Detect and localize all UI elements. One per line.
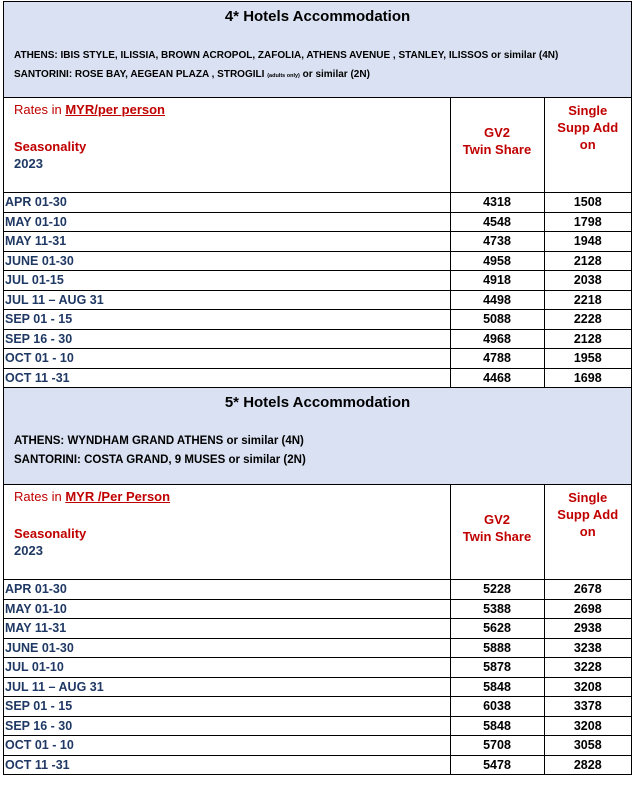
- column-header-row: [4, 98, 631, 193]
- twin-share-price-cell: 5708: [450, 736, 544, 756]
- season-period-cell: SEP 16 - 30: [4, 329, 450, 349]
- season-period-cell: SEP 01 - 15: [4, 697, 450, 717]
- table-row: [4, 290, 631, 310]
- rates-prefix: Rates in: [14, 102, 66, 117]
- hotel-line-athens: ATHENS: IBIS STYLE, ILISSIA, BROWN ACROPOL, ZAFOLIA, ATHENS AVENUE , STANLEY, ILISSOS or similar (4N): [14, 50, 559, 61]
- table-row: [4, 271, 631, 291]
- year-label: 2023: [14, 543, 43, 558]
- twin-share-price-cell: 5628: [450, 619, 544, 639]
- twin-share-price-cell: 5088: [450, 310, 544, 330]
- table-row: [4, 599, 631, 619]
- single-supp-price-cell: 2698: [544, 599, 631, 619]
- table-row: [4, 716, 631, 736]
- single-supp-price-cell: 3208: [544, 716, 631, 736]
- season-period-cell: JUL 11 – AUG 31: [4, 677, 450, 697]
- table-row: [4, 619, 631, 639]
- single-supp-price-cell: 3208: [544, 677, 631, 697]
- table-row: [4, 329, 631, 349]
- seasonality-header: [4, 98, 450, 193]
- single-label: Single: [568, 103, 608, 118]
- rates-unit: MYR /Per Person: [65, 489, 171, 504]
- single-supp-price-cell: 2218: [544, 290, 631, 310]
- rates-prefix: Rates in: [14, 489, 66, 504]
- table-row: [4, 736, 631, 756]
- rates-label: [4, 485, 450, 504]
- season-period-cell: MAY 01-10: [4, 212, 450, 232]
- column-header-row: [4, 485, 631, 580]
- single-supp-price-cell: 3228: [544, 658, 631, 678]
- table-row: [4, 638, 631, 658]
- single-supp-price-cell: 1508: [544, 193, 631, 213]
- supp-add-label: Supp Add: [557, 120, 619, 135]
- twin-share-price-cell: 4318: [450, 193, 544, 213]
- on-label: on: [579, 524, 596, 539]
- twin-share-price-cell: 5848: [450, 716, 544, 736]
- season-period-cell: MAY 01-10: [4, 599, 450, 619]
- season-period-cell: OCT 11 -31: [4, 368, 450, 387]
- twin-share-price-cell: 5478: [450, 755, 544, 774]
- single-supp-price-cell: 2038: [544, 271, 631, 291]
- season-period-cell: APR 01-30: [4, 193, 450, 213]
- rates-table: [4, 98, 631, 387]
- twin-share-price-cell: 4548: [450, 212, 544, 232]
- seasonality-header: [4, 485, 450, 580]
- table-row: [4, 368, 631, 387]
- rates-document: [3, 1, 632, 775]
- section-title: 4* Hotels Accommodation: [224, 8, 411, 25]
- table-row: [4, 658, 631, 678]
- supp-add-label: Supp Add: [557, 507, 619, 522]
- single-supp-price-cell: 1958: [544, 349, 631, 369]
- single-supp-price-cell: 3058: [544, 736, 631, 756]
- seasonality-label: Seasonality: [14, 526, 87, 541]
- single-supp-price-cell: 1698: [544, 368, 631, 387]
- rates-table: [4, 485, 631, 774]
- seasonality-label: Seasonality: [14, 139, 87, 154]
- single-label: Single: [568, 490, 608, 505]
- season-period-cell: APR 01-30: [4, 580, 450, 600]
- twin-share-price-cell: 4918: [450, 271, 544, 291]
- table-row: [4, 677, 631, 697]
- hotel-list: [4, 432, 631, 470]
- season-period-cell: JUNE 01-30: [4, 251, 450, 271]
- twin-share-price-cell: 4958: [450, 251, 544, 271]
- twin-share-price-cell: 5878: [450, 658, 544, 678]
- season-period-cell: SEP 01 - 15: [4, 310, 450, 330]
- table-row: [4, 212, 631, 232]
- single-supp-price-cell: 2128: [544, 329, 631, 349]
- table-row: [4, 251, 631, 271]
- season-period-cell: MAY 11-31: [4, 619, 450, 639]
- hotel-line-suffix: or similar (2N): [299, 69, 370, 80]
- hotel-list: [4, 46, 631, 86]
- single-supp-header: [544, 98, 631, 193]
- season-period-cell: SEP 16 - 30: [4, 716, 450, 736]
- table-row: [4, 755, 631, 774]
- hotel-line-text: SANTORINI: ROSE BAY, AEGEAN PLAZA , STROGILI: [14, 69, 268, 80]
- gv2-label: GV2: [483, 125, 510, 140]
- table-row: [4, 193, 631, 213]
- season-period-cell: OCT 11 -31: [4, 755, 450, 774]
- single-supp-price-cell: 1798: [544, 212, 631, 232]
- single-supp-price-cell: 2678: [544, 580, 631, 600]
- table-row: [4, 310, 631, 330]
- single-supp-price-cell: 1948: [544, 232, 631, 252]
- season-period-cell: JUL 01-10: [4, 658, 450, 678]
- single-supp-price-cell: 2938: [544, 619, 631, 639]
- section-header: [4, 2, 631, 98]
- hotel-line-athens: ATHENS: WYNDHAM GRAND ATHENS or similar (4N): [14, 435, 304, 447]
- twin-share-price-cell: 5848: [450, 677, 544, 697]
- table-row: [4, 580, 631, 600]
- single-supp-price-cell: 3378: [544, 697, 631, 717]
- rates-unit: MYR/per person: [65, 102, 165, 117]
- on-label: on: [579, 137, 596, 152]
- single-supp-price-cell: 2128: [544, 251, 631, 271]
- section-5-star: [3, 387, 632, 775]
- year-label: 2023: [14, 156, 43, 171]
- single-supp-price-cell: 2228: [544, 310, 631, 330]
- twin-share-price-cell: 5388: [450, 599, 544, 619]
- section-title: 5* Hotels Accommodation: [224, 394, 411, 411]
- rates-label: [4, 98, 450, 117]
- twin-share-price-cell: 6038: [450, 697, 544, 717]
- hotel-line-santorini: SANTORINI: COSTA GRAND, 9 MUSES or similar (2N): [14, 454, 306, 466]
- season-period-cell: JUL 11 – AUG 31: [4, 290, 450, 310]
- adults-only-note: (adults only): [267, 73, 300, 79]
- single-supp-price-cell: 3238: [544, 638, 631, 658]
- hotel-line-santorini: [14, 65, 631, 86]
- twin-share-label: Twin Share: [462, 529, 532, 544]
- single-supp-price-cell: 2828: [544, 755, 631, 774]
- single-supp-header: [544, 485, 631, 580]
- table-row: [4, 697, 631, 717]
- twin-share-price-cell: 4788: [450, 349, 544, 369]
- season-period-cell: JUL 01-15: [4, 271, 450, 291]
- twin-share-price-cell: 4468: [450, 368, 544, 387]
- season-period-cell: OCT 01 - 10: [4, 349, 450, 369]
- twin-share-header: [450, 485, 544, 580]
- twin-share-price-cell: 5888: [450, 638, 544, 658]
- twin-share-price-cell: 4968: [450, 329, 544, 349]
- twin-share-price-cell: 5228: [450, 580, 544, 600]
- table-row: [4, 349, 631, 369]
- twin-share-header: [450, 98, 544, 193]
- gv2-label: GV2: [483, 512, 510, 527]
- season-period-cell: JUNE 01-30: [4, 638, 450, 658]
- section-4-star: [3, 1, 632, 387]
- season-period-cell: OCT 01 - 10: [4, 736, 450, 756]
- twin-share-price-cell: 4498: [450, 290, 544, 310]
- twin-share-price-cell: 4738: [450, 232, 544, 252]
- season-period-cell: MAY 11-31: [4, 232, 450, 252]
- twin-share-label: Twin Share: [462, 142, 532, 157]
- table-row: [4, 232, 631, 252]
- section-header: [4, 388, 631, 485]
